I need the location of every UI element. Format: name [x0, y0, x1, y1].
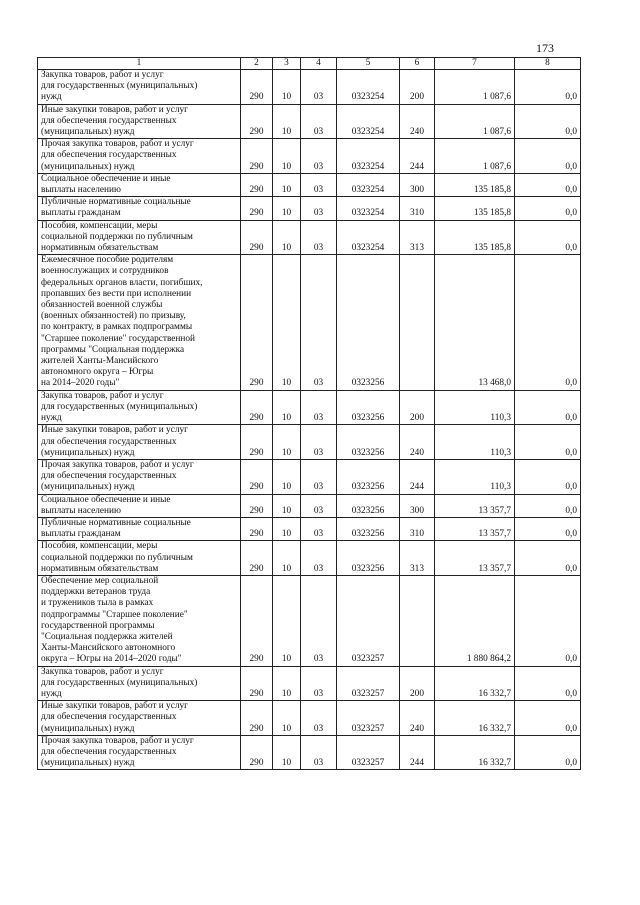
admin-code-cell: 290	[241, 220, 273, 255]
table-row	[38, 173, 581, 196]
section-cell: 10	[273, 70, 301, 105]
amount-2-cell: 0,0	[515, 139, 581, 174]
row-description: Публичные нормативные социальные выплаты гражданам	[38, 517, 241, 540]
amount-cell: 110,3	[435, 425, 515, 460]
amount-2-cell: 0,0	[515, 575, 581, 666]
target-article-cell: 0323256	[337, 425, 400, 460]
admin-code-cell: 290	[241, 197, 273, 220]
subsection-cell: 03	[301, 139, 337, 174]
amount-cell: 135 185,8	[435, 220, 515, 255]
target-article-cell: 0323257	[337, 735, 400, 770]
amount-cell: 13 357,7	[435, 541, 515, 576]
budget-table	[37, 57, 581, 770]
row-description: Пособия, компенсации, меры социальной поддержки по публичным нормативным обязательствам	[38, 541, 241, 576]
section-cell: 10	[273, 197, 301, 220]
expense-type-cell: 244	[400, 735, 435, 770]
target-article-cell: 0323254	[337, 197, 400, 220]
target-article-cell: 0323257	[337, 701, 400, 736]
row-description: Социальное обеспечение и иные выплаты населению	[38, 494, 241, 517]
section-cell: 10	[273, 390, 301, 425]
page-number: 173	[536, 41, 554, 55]
subsection-cell: 03	[301, 575, 337, 666]
section-cell: 10	[273, 541, 301, 576]
amount-cell: 13 357,7	[435, 517, 515, 540]
section-cell: 10	[273, 104, 301, 139]
column-header: 6	[400, 58, 435, 70]
target-article-cell: 0323254	[337, 139, 400, 174]
row-description: Ежемесячное пособие родителям военнослужащих и сотрудников федеральных органов власти, погибших, пропавших без вести при исполнении обязанностей военной службы (военных обязанностей) по призыву, по контракту, в рамках подпрограммы "Старшее поколение" государственной программы "Социальная поддержка жителей Ханты-Мансийского автономного округа – Югры на 2014–2020 годы"	[38, 255, 241, 390]
table-row	[38, 104, 581, 139]
admin-code-cell: 290	[241, 735, 273, 770]
column-header: 7	[435, 58, 515, 70]
amount-2-cell: 0,0	[515, 104, 581, 139]
amount-2-cell: 0,0	[515, 459, 581, 494]
target-article-cell: 0323257	[337, 666, 400, 701]
section-cell: 10	[273, 220, 301, 255]
target-article-cell: 0323257	[337, 575, 400, 666]
target-article-cell: 0323256	[337, 390, 400, 425]
target-article-cell: 0323254	[337, 173, 400, 196]
target-article-cell: 0323256	[337, 517, 400, 540]
expense-type-cell: 310	[400, 197, 435, 220]
admin-code-cell: 290	[241, 390, 273, 425]
column-header: 8	[515, 58, 581, 70]
amount-cell: 13 357,7	[435, 494, 515, 517]
expense-type-cell: 313	[400, 541, 435, 576]
row-description: Закупка товаров, работ и услуг для государственных (муниципальных) нужд	[38, 390, 241, 425]
row-description: Закупка товаров, работ и услуг для государственных (муниципальных) нужд	[38, 70, 241, 105]
table-row	[38, 735, 581, 770]
expense-type-cell: 200	[400, 70, 435, 105]
amount-2-cell: 0,0	[515, 425, 581, 460]
admin-code-cell: 290	[241, 459, 273, 494]
admin-code-cell: 290	[241, 701, 273, 736]
subsection-cell: 03	[301, 390, 337, 425]
table-row	[38, 701, 581, 736]
subsection-cell: 03	[301, 425, 337, 460]
section-cell: 10	[273, 701, 301, 736]
expense-type-cell: 244	[400, 459, 435, 494]
amount-2-cell: 0,0	[515, 666, 581, 701]
amount-2-cell: 0,0	[515, 517, 581, 540]
expense-type-cell: 240	[400, 701, 435, 736]
section-cell: 10	[273, 494, 301, 517]
subsection-cell: 03	[301, 541, 337, 576]
subsection-cell: 03	[301, 173, 337, 196]
expense-type-cell: 244	[400, 139, 435, 174]
column-numbers-row	[38, 58, 581, 70]
section-cell: 10	[273, 575, 301, 666]
target-article-cell: 0323254	[337, 104, 400, 139]
subsection-cell: 03	[301, 255, 337, 390]
table-row	[38, 197, 581, 220]
amount-2-cell: 0,0	[515, 197, 581, 220]
section-cell: 10	[273, 735, 301, 770]
amount-2-cell: 0,0	[515, 701, 581, 736]
amount-cell: 1 087,6	[435, 70, 515, 105]
subsection-cell: 03	[301, 197, 337, 220]
row-description: Прочая закупка товаров, работ и услуг для обеспечения государственных (муниципальных) нужд	[38, 735, 241, 770]
row-description: Пособия, компенсации, меры социальной поддержки по публичным нормативным обязательствам	[38, 220, 241, 255]
admin-code-cell: 290	[241, 255, 273, 390]
expense-type-cell: 240	[400, 104, 435, 139]
row-description: Иные закупки товаров, работ и услуг для обеспечения государственных (муниципальных) нужд	[38, 104, 241, 139]
table-row	[38, 390, 581, 425]
table-row	[38, 220, 581, 255]
expense-type-cell	[400, 255, 435, 390]
target-article-cell: 0323254	[337, 70, 400, 105]
subsection-cell: 03	[301, 494, 337, 517]
target-article-cell: 0323256	[337, 459, 400, 494]
subsection-cell: 03	[301, 701, 337, 736]
table-row	[38, 666, 581, 701]
target-article-cell: 0323254	[337, 220, 400, 255]
target-article-cell: 0323256	[337, 494, 400, 517]
amount-2-cell: 0,0	[515, 494, 581, 517]
amount-cell: 135 185,8	[435, 197, 515, 220]
amount-2-cell: 0,0	[515, 70, 581, 105]
table-row	[38, 575, 581, 666]
table-row	[38, 255, 581, 390]
subsection-cell: 03	[301, 517, 337, 540]
admin-code-cell: 290	[241, 494, 273, 517]
subsection-cell: 03	[301, 735, 337, 770]
table-row	[38, 139, 581, 174]
column-header: 5	[337, 58, 400, 70]
column-header: 2	[241, 58, 273, 70]
table-row	[38, 425, 581, 460]
subsection-cell: 03	[301, 104, 337, 139]
admin-code-cell: 290	[241, 104, 273, 139]
section-cell: 10	[273, 459, 301, 494]
target-article-cell: 0323256	[337, 541, 400, 576]
admin-code-cell: 290	[241, 139, 273, 174]
section-cell: 10	[273, 517, 301, 540]
amount-2-cell: 0,0	[515, 735, 581, 770]
row-description: Закупка товаров, работ и услуг для государственных (муниципальных) нужд	[38, 666, 241, 701]
row-description: Иные закупки товаров, работ и услуг для обеспечения государственных (муниципальных) нужд	[38, 425, 241, 460]
column-header: 3	[273, 58, 301, 70]
admin-code-cell: 290	[241, 70, 273, 105]
amount-cell: 135 185,8	[435, 173, 515, 196]
expense-type-cell: 200	[400, 390, 435, 425]
subsection-cell: 03	[301, 70, 337, 105]
amount-cell: 16 332,7	[435, 701, 515, 736]
expense-type-cell: 200	[400, 666, 435, 701]
target-article-cell: 0323256	[337, 255, 400, 390]
admin-code-cell: 290	[241, 173, 273, 196]
column-header: 1	[38, 58, 241, 70]
amount-cell: 1 087,6	[435, 104, 515, 139]
amount-2-cell: 0,0	[515, 173, 581, 196]
amount-2-cell: 0,0	[515, 220, 581, 255]
amount-cell: 110,3	[435, 459, 515, 494]
table-row	[38, 70, 581, 105]
table-row	[38, 541, 581, 576]
expense-type-cell: 240	[400, 425, 435, 460]
amount-2-cell: 0,0	[515, 541, 581, 576]
amount-2-cell: 0,0	[515, 390, 581, 425]
amount-cell: 16 332,7	[435, 735, 515, 770]
row-description: Социальное обеспечение и иные выплаты населению	[38, 173, 241, 196]
expense-type-cell: 313	[400, 220, 435, 255]
table-row	[38, 459, 581, 494]
section-cell: 10	[273, 666, 301, 701]
expense-type-cell: 310	[400, 517, 435, 540]
section-cell: 10	[273, 173, 301, 196]
column-header: 4	[301, 58, 337, 70]
amount-cell: 16 332,7	[435, 666, 515, 701]
expense-type-cell	[400, 575, 435, 666]
section-cell: 10	[273, 425, 301, 460]
row-description: Публичные нормативные социальные выплаты гражданам	[38, 197, 241, 220]
amount-cell: 1 880 864,2	[435, 575, 515, 666]
subsection-cell: 03	[301, 459, 337, 494]
expense-type-cell: 300	[400, 173, 435, 196]
amount-2-cell: 0,0	[515, 255, 581, 390]
row-description: Прочая закупка товаров, работ и услуг для обеспечения государственных (муниципальных) нужд	[38, 459, 241, 494]
amount-cell: 110,3	[435, 390, 515, 425]
section-cell: 10	[273, 255, 301, 390]
subsection-cell: 03	[301, 666, 337, 701]
amount-cell: 1 087,6	[435, 139, 515, 174]
row-description: Обеспечение мер социальной поддержки ветеранов труда и тружеников тыла в рамках подпрограммы "Старшее поколение" государственной программы "Социальная поддержка жителей Ханты-Мансийского автономного округа – Югры на 2014–2020 годы"	[38, 575, 241, 666]
section-cell: 10	[273, 139, 301, 174]
admin-code-cell: 290	[241, 425, 273, 460]
row-description: Иные закупки товаров, работ и услуг для обеспечения государственных (муниципальных) нужд	[38, 701, 241, 736]
expense-type-cell: 300	[400, 494, 435, 517]
amount-cell: 13 468,0	[435, 255, 515, 390]
row-description: Прочая закупка товаров, работ и услуг для обеспечения государственных (муниципальных) нужд	[38, 139, 241, 174]
table-row	[38, 494, 581, 517]
admin-code-cell: 290	[241, 541, 273, 576]
table-row	[38, 517, 581, 540]
admin-code-cell: 290	[241, 575, 273, 666]
admin-code-cell: 290	[241, 517, 273, 540]
admin-code-cell: 290	[241, 666, 273, 701]
subsection-cell: 03	[301, 220, 337, 255]
